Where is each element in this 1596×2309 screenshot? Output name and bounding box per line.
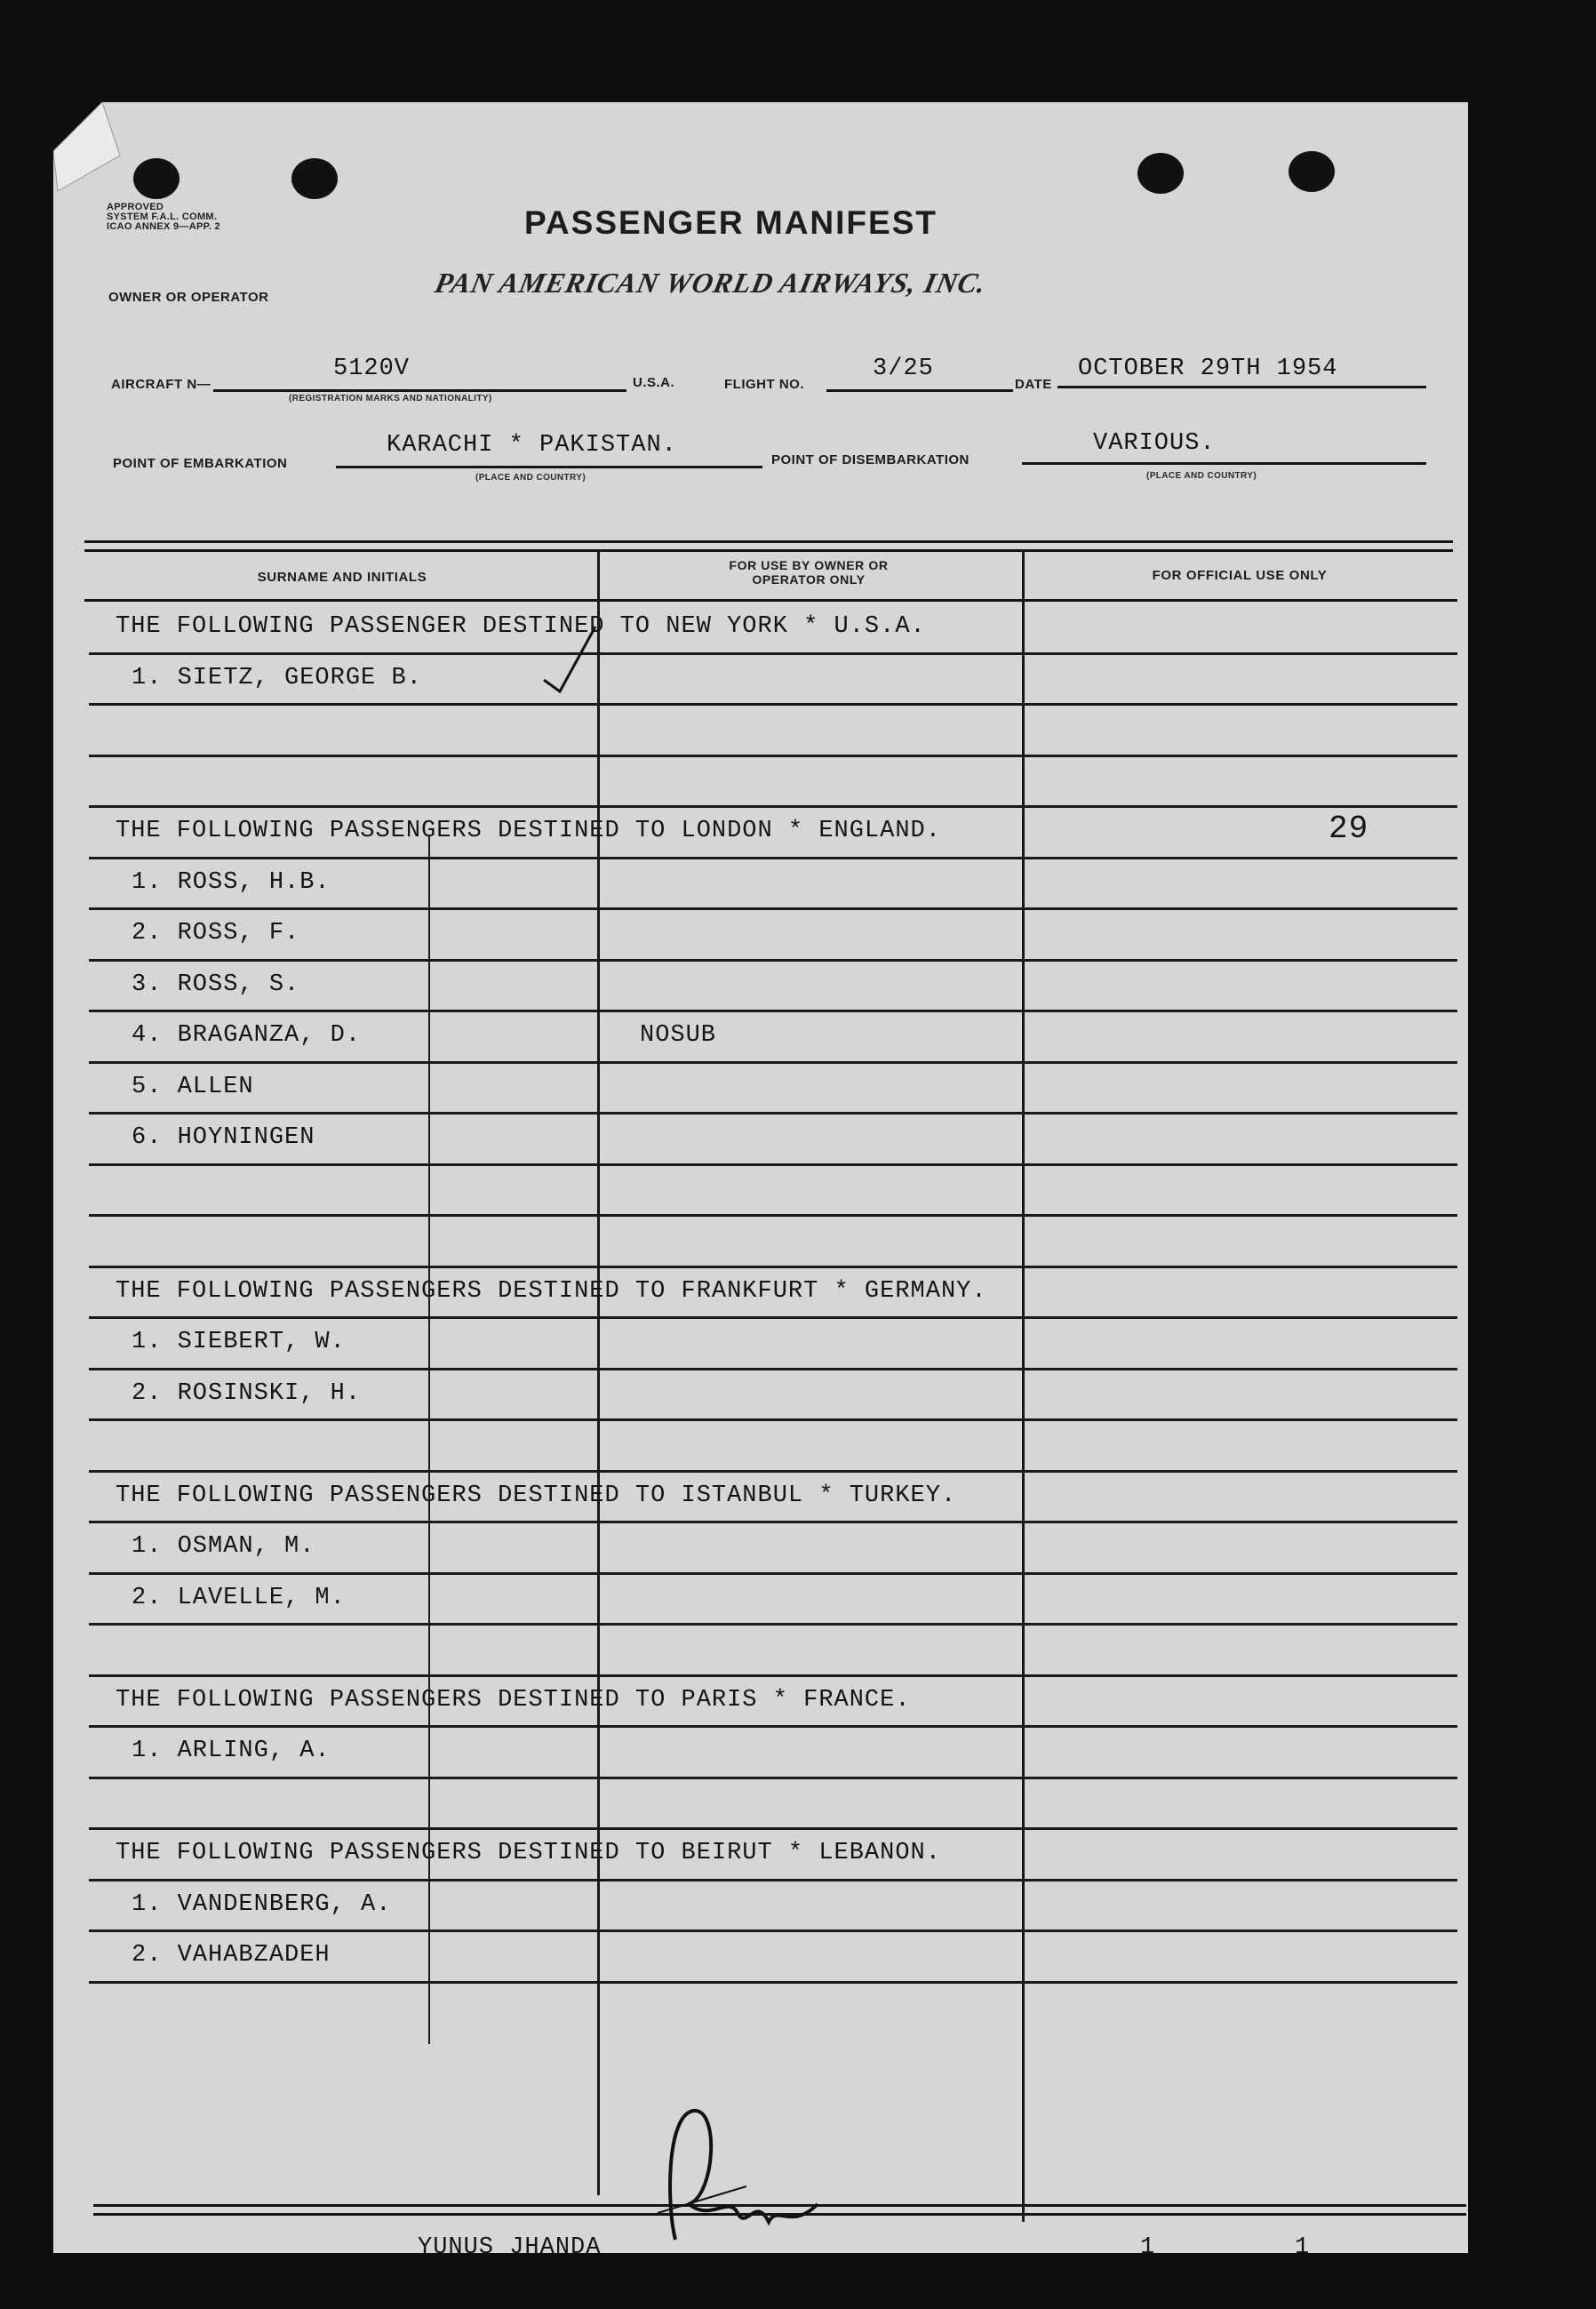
punch-hole [1289, 151, 1335, 192]
usa-label: U.S.A. [633, 375, 675, 390]
col-header-official-use: FOR OFFICIAL USE ONLY [1152, 568, 1328, 583]
table-row-line [89, 1879, 1457, 1882]
table-row-line [89, 1316, 1457, 1319]
table-row-line [89, 1266, 1457, 1268]
table-row-text: 1. SIEBERT, W. [132, 1329, 346, 1355]
table-row-line [89, 755, 1457, 757]
table-row-line [89, 1725, 1457, 1728]
table-row-text: 2. ROSINSKI, H. [132, 1379, 362, 1407]
aircraft-field-line [213, 389, 626, 392]
owner-label: OWNER OR OPERATOR [108, 290, 269, 305]
table-row-line [89, 1623, 1457, 1626]
table-row-text: THE FOLLOWING PASSENGERS DESTINED TO ISTANBUL * TURKEY. [116, 1482, 957, 1509]
table-row-line [89, 805, 1457, 808]
disembarkation-label: POINT OF DISEMBARKATION [771, 452, 970, 467]
table-row-text: 1. ROSS, H.B. [132, 868, 331, 896]
flight-label: FLIGHT NO. [724, 377, 804, 392]
form-title: PASSENGER MANIFEST [524, 204, 938, 241]
handwritten-signature [640, 2097, 871, 2257]
aircraft-value: 5120V [333, 356, 411, 382]
table-row-line [89, 1112, 1457, 1115]
date-value: OCTOBER 29TH 1954 [1078, 356, 1338, 382]
checkmark-mark [533, 622, 604, 702]
table-row-line [89, 857, 1457, 859]
flight-value: 3/25 [873, 356, 934, 382]
punch-hole [1137, 153, 1184, 194]
table-row-line [89, 1929, 1457, 1932]
embarkation-value: KARACHI * PAKISTAN. [387, 432, 677, 459]
official-use-note: 29 [1329, 811, 1369, 847]
punch-hole [291, 158, 338, 199]
table-row-line [89, 1777, 1457, 1779]
column-divider [597, 551, 600, 2195]
table-row-text: THE FOLLOWING PASSENGERS DESTINED TO PARIS * FRANCE. [116, 1686, 911, 1714]
disembarkation-value: VARIOUS. [1093, 430, 1216, 457]
footer-count-a: 1 [1140, 2234, 1156, 2261]
punch-hole [133, 158, 180, 199]
owner-use-note: NOSUB [640, 1022, 717, 1049]
approval-line: APPROVED [107, 202, 164, 212]
table-row-line [89, 1418, 1457, 1421]
embarkation-field-line [336, 466, 762, 468]
folded-corner [53, 102, 124, 191]
approval-line: SYSTEM F.A.L. COMM. [107, 212, 218, 222]
approval-line: ICAO ANNEX 9—APP. 2 [107, 221, 220, 232]
table-row-text: 2. LAVELLE, M. [132, 1584, 346, 1611]
table-row-text: 3. ROSS, S. [132, 971, 300, 998]
table-row-text: 1. ARLING, A. [132, 1738, 331, 1764]
table-row-text: THE FOLLOWING PASSENGER DESTINED TO NEW YORK * U.S.A. [116, 613, 926, 640]
table-row-text: 4. BRAGANZA, D. [132, 1022, 362, 1049]
table-row-line [89, 1470, 1457, 1473]
table-top-rule [84, 540, 1453, 543]
col-header-owner-use: FOR USE BY OWNER OR OPERATOR ONLY [729, 558, 889, 587]
footer-name: YUNUS JHANDA [418, 2234, 602, 2261]
table-row-line [89, 959, 1457, 962]
disembarkation-field-line [1022, 462, 1426, 465]
header-bottom-rule [84, 599, 1457, 602]
disembarkation-caption: (PLACE AND COUNTRY) [1146, 471, 1257, 481]
table-row-line [89, 1827, 1457, 1830]
airline-name: PAN AMERICAN WORLD AIRWAYS, INC. [432, 267, 990, 299]
table-row-line [89, 1061, 1457, 1064]
table-row-text: THE FOLLOWING PASSENGERS DESTINED TO BEIRUT * LEBANON. [116, 1840, 941, 1866]
col-header-surname: SURNAME AND INITIALS [257, 570, 427, 585]
table-row-line [89, 1214, 1457, 1217]
table-row-line [89, 1163, 1457, 1166]
table-row-text: 5. ALLEN [132, 1073, 254, 1100]
table-row-line [89, 703, 1457, 706]
table-row-line [89, 1981, 1457, 1984]
table-row-line [89, 907, 1457, 910]
table-row-text: THE FOLLOWING PASSENGERS DESTINED TO FRANKFURT * GERMANY. [116, 1277, 987, 1305]
footer-count-b: 1 [1295, 2234, 1311, 2261]
table-row-line [89, 652, 1457, 655]
table-row-text: 1. VANDENBERG, A. [132, 1890, 392, 1918]
table-row-text: 1. SIETZ, GEORGE B. [132, 664, 422, 691]
flight-field-line [826, 389, 1013, 392]
table-top-rule [84, 549, 1453, 552]
column-divider [1022, 551, 1025, 2222]
table-row-line [89, 1674, 1457, 1677]
table-row-line [89, 1572, 1457, 1575]
table-row-text: 2. ROSS, F. [132, 920, 300, 947]
registration-caption: (REGISTRATION MARKS AND NATIONALITY) [289, 394, 492, 403]
table-row-text: 6. HOYNINGEN [132, 1124, 315, 1151]
approval-stamp [107, 203, 220, 232]
table-row-text: THE FOLLOWING PASSENGERS DESTINED TO LONDON * ENGLAND. [116, 818, 941, 844]
aircraft-label: AIRCRAFT N— [111, 377, 211, 392]
table-row-line [89, 1521, 1457, 1523]
table-row-line [89, 1010, 1457, 1012]
embarkation-label: POINT OF EMBARKATION [113, 456, 288, 471]
embarkation-caption: (PLACE AND COUNTRY) [475, 473, 587, 483]
table-row-text: 2. VAHABZADEH [132, 1942, 331, 1969]
table-row-text: 1. OSMAN, M. [132, 1533, 315, 1560]
date-label: DATE [1015, 377, 1052, 392]
date-field-line [1057, 386, 1426, 388]
table-row-line [89, 1368, 1457, 1370]
